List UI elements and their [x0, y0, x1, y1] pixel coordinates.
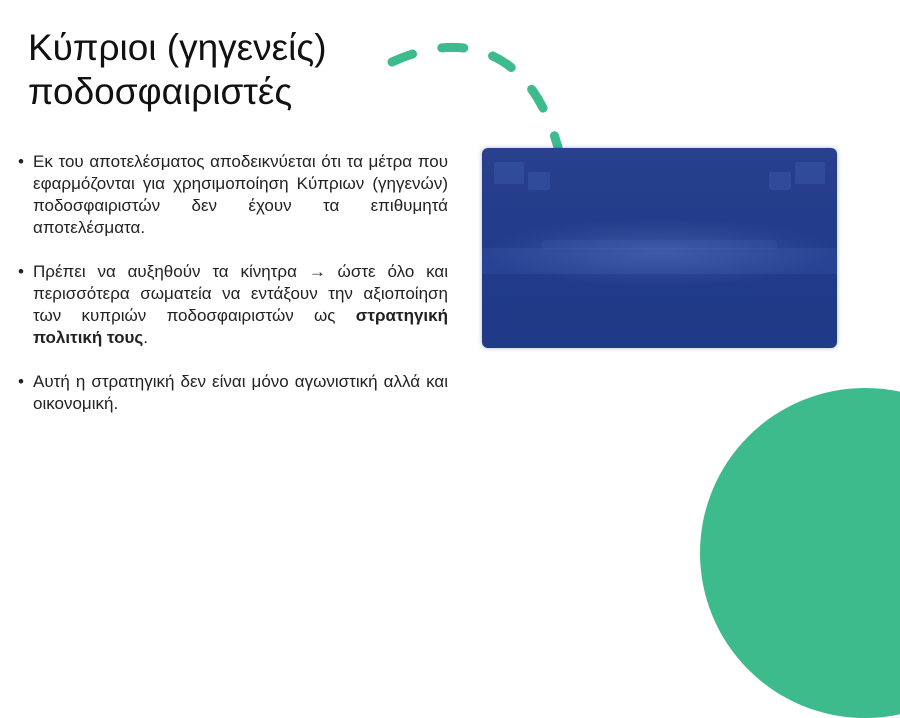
stadium-photo: [482, 148, 837, 348]
bullet-text-3: Αυτή η στρατηγική δεν είναι μόνο αγωνιστική αλλά και οικονομική.: [33, 372, 448, 413]
bullet-item-2: [18, 261, 448, 349]
title-line-1: Κύπριοι (γηγενείς): [28, 27, 327, 68]
green-circle-decoration: [700, 388, 900, 718]
bullet-item-1: [18, 151, 448, 239]
slide-title: [28, 26, 388, 114]
bullet-text-2-bold: στρατηγική πολιτική τους: [33, 306, 448, 347]
bullet-list: [18, 151, 448, 437]
bullet-text-2a: Πρέπει να αυξηθούν τα κίνητρα → ώστε όλο και περισσότερα σωματεία να εντάξουν την αξιοποίηση των κυπριών ποδοσφαιριστών ως: [33, 262, 448, 325]
stadium-glow: [482, 218, 837, 288]
bullet-text-2b: .: [143, 328, 148, 347]
bullet-item-3: [18, 371, 448, 415]
title-line-2: ποδοσφαιριστές: [28, 71, 293, 112]
bullet-text-1: Εκ του αποτελέσματος αποδεικνύεται ότι τα μέτρα που εφαρμόζονται για χρησιμοποίηση Κύπριων (γηγενών) ποδοσφαιριστών δεν έχουν τα επιθυμητά αποτελέσματα.: [33, 152, 448, 237]
